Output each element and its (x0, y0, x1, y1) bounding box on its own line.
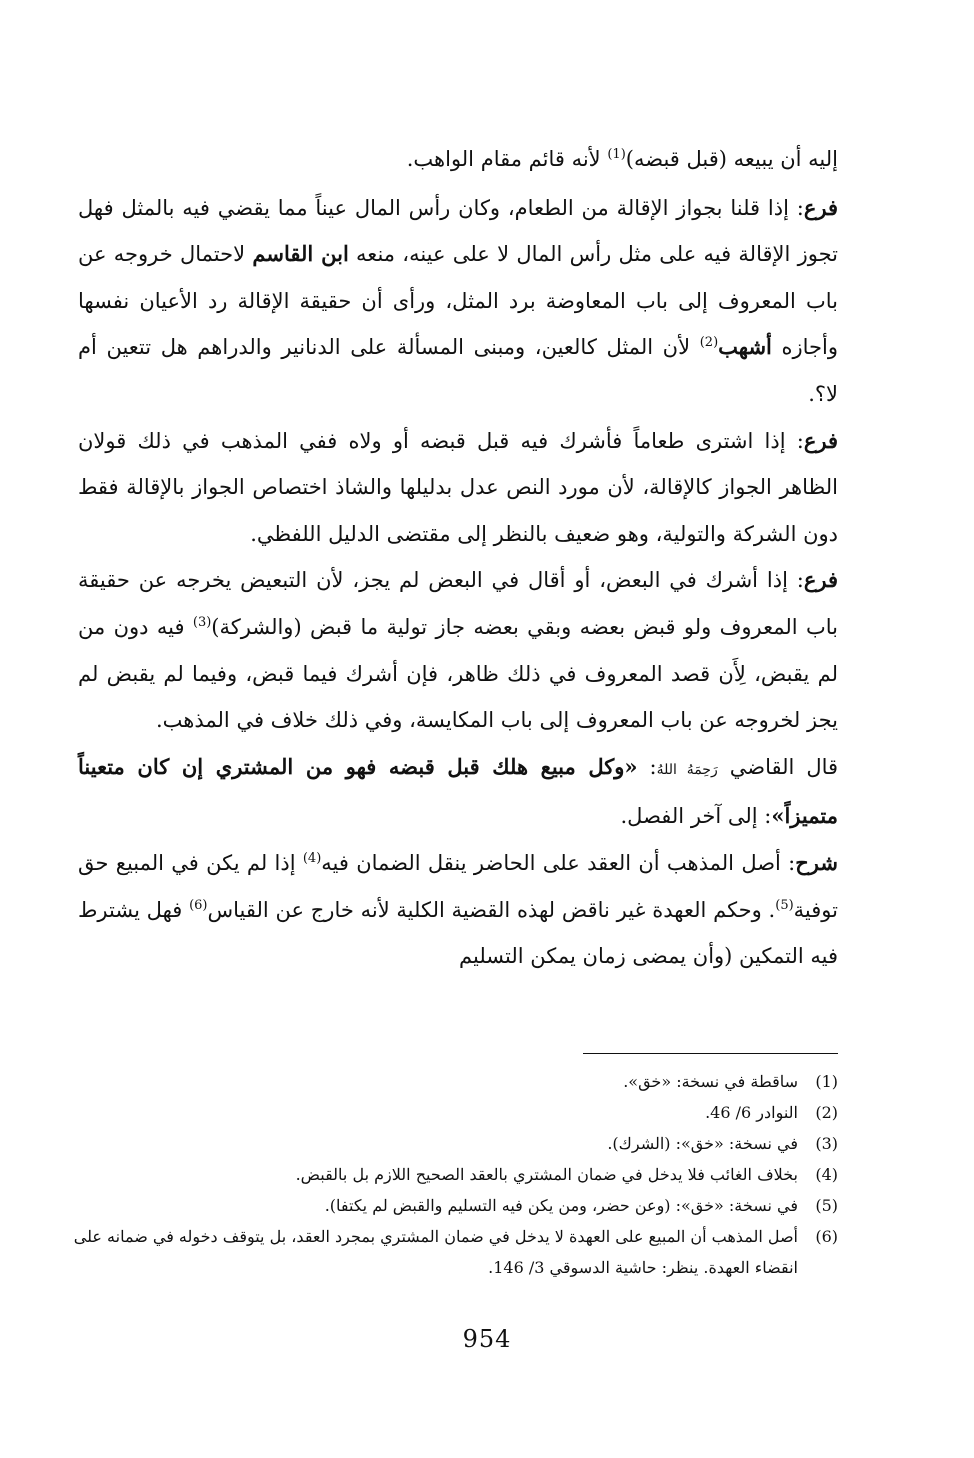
footnote-text: في نسخة: «خق»: (وعن حضر، ومن يكن فيه التسليم والقبض لم يكتفا). (324, 1196, 798, 1215)
paragraph-sharh (78, 840, 838, 980)
text-span: فيه دون من لم يقبض، لِأَن قصد المعروف في ذلك ظاهر، فإن أشرك فيما قبض، وفيما لم يقبض لم يجز لخروجه عن باب المعروف إلى باب المكايسة، وفي ذلك خلاف في المذهب. (78, 614, 838, 733)
footnote-text: النوادر 6/ 46. (705, 1103, 798, 1122)
footnote-text: في نسخة: «خق»: (الشرك). (607, 1134, 798, 1153)
text-span: : (637, 754, 657, 779)
footnote-ref[interactable]: (3) (192, 614, 212, 630)
footnote-number: (1) (815, 1072, 838, 1091)
footnote-number: (5) (815, 1196, 838, 1215)
paragraph-far-2 (78, 418, 838, 558)
text-span: إذا لم يكن في المبيع حق توفية (78, 850, 838, 922)
text-span: فهل يشترط فيه التمكين (وأن يمضى زمان يمكن التسليم (78, 897, 838, 969)
text-span: : إلى آخر الفصل. (620, 804, 772, 829)
footnote-ref[interactable]: (4) (302, 850, 322, 866)
section-lead: شرح (795, 849, 838, 875)
footnote-item (60, 1128, 838, 1159)
text-span: : إذا أشرك في البعض، أو أقال في البعض لم يجز، لأن التبعيض يخرجه عن حقيقة باب المعروف ولو قبض بعضه وبقي بعضه جاز تولية ما قبض (والشركة) (78, 568, 839, 639)
main-text (78, 136, 838, 980)
text-span: : إذا قلنا بجواز الإقالة من الطعام، وكان رأس المال عيناً مما يقضي فيه بالمثل فهل تجوز الإقالة فيه على مثل رأس المال لا على عينه، منعه (78, 195, 838, 267)
footnote-text: بخلاف الغائب فلا يدخل في ضمان المشتري بالعقد الصحيح اللازم بل بالقبض. (295, 1165, 798, 1184)
footnote-text: أصل المذهب أن المبيع على العهدة لا يدخل في ضمان المشتري بمجرد العقد، بل يتوقف دخوله في ضمانه على انقضاء العهدة. ينظر: حاشية الدسوقي 3/ 146. (73, 1227, 798, 1277)
footnote-ref[interactable]: (2) (699, 335, 719, 351)
text-span: إليه أن يبيعه (قبل قبضه) (625, 147, 838, 171)
footnotes (60, 1066, 838, 1283)
footnote-item (60, 1097, 838, 1128)
footnote-item (60, 1066, 838, 1097)
person-name: ابن القاسم (252, 241, 349, 267)
section-lead: فرع (803, 427, 838, 453)
text-span: : أصل المذهب أن العقد على الحاضر ينقل الضمان فيه (321, 850, 796, 875)
footnote-ref[interactable]: (5) (775, 897, 794, 913)
footnote-item (60, 1159, 838, 1190)
page-number: 954 (462, 1325, 512, 1353)
footnote-number: (4) (815, 1165, 838, 1184)
text-span: لأنه قائم مقام الواهب. (406, 147, 608, 171)
footnote-divider (583, 1053, 838, 1054)
footnote-number: (3) (815, 1134, 838, 1153)
footnote-number: (6) (815, 1227, 838, 1246)
text-span: . وحكم العهدة غير ناقض لهذه القضية الكلية لأنه خارج عن القياس (207, 897, 776, 922)
honorific: رَحِمَهُ اللهُ (656, 761, 718, 778)
text-span: : إذا اشترى طعاماً فأشرك فيه قبل قبضه أو ولاه ففي المذهب في ذلك قولان الظاهر الجواز كالإقالة، لأن مورد النص عدل بدليلها والشاذ اختصاص الجواز بالإقالة فقط دون الشركة والتولية، وهو ضعيف بالنظر إلى مقتضى الدليل اللفظي. (78, 428, 838, 546)
text-span: قال القاضي (717, 754, 839, 779)
section-lead: فرع (803, 194, 838, 220)
footnote-item (60, 1221, 838, 1283)
paragraph-continuation (78, 136, 838, 183)
paragraph-far-1 (78, 185, 838, 418)
footnote-text: ساقطة في نسخة: «خق». (623, 1072, 798, 1091)
paragraph-far-3 (78, 557, 838, 743)
quoted-text: «وكل مبيع هلك قبل قبضه فهو من المشتري إن كان متعيناً متميزاً» (78, 753, 838, 829)
footnote-ref[interactable]: (6) (189, 897, 208, 913)
footnote-item (60, 1190, 838, 1221)
section-lead: فرع (803, 567, 838, 593)
person-name: أشهب (718, 334, 772, 360)
footnote-ref[interactable]: (1) (607, 147, 626, 162)
text-span: لاحتمال خروجه عن باب المعروف إلى باب المعاوضة برد المثل، ورأى أن حقيقة الإقالة رد الأعيان نفسها وأجازه (78, 242, 838, 360)
footnote-number: (2) (815, 1103, 838, 1122)
text-span: لأن المثل كالعين، ومبنى المسألة على الدنانير والدراهم هل تتعين أم لا؟. (78, 335, 838, 406)
paragraph-qadi-quote (78, 744, 838, 840)
